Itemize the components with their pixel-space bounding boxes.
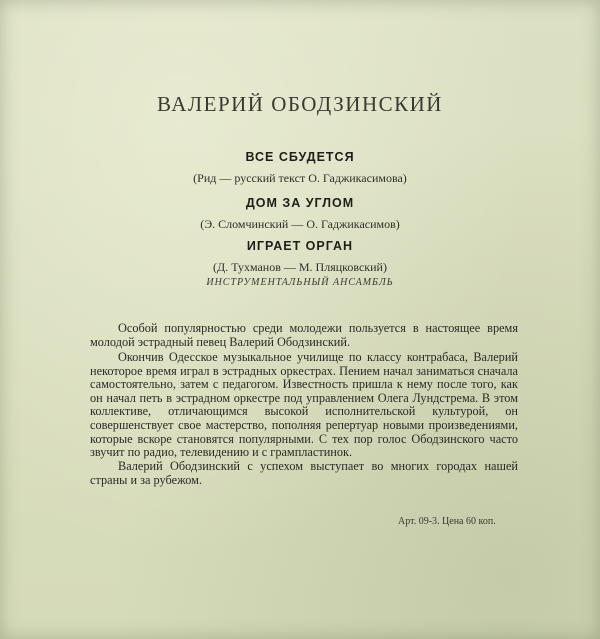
- song-credit: (Рид — русский текст О. Гаджикасимова): [193, 171, 407, 185]
- song-title: ВСЕ СБУДЕТСЯ: [245, 150, 355, 164]
- bio-paragraph-3: Валерий Ободзинский с успехом выступает во многих городах нашей страны и за рубежом.: [90, 459, 518, 487]
- song-title: ДОМ ЗА УГЛОМ: [245, 196, 355, 210]
- song-2: [0, 196, 600, 232]
- price-label: Арт. 09-3. Цена 60 коп.: [398, 516, 496, 527]
- song-1: [0, 150, 600, 186]
- song-credit: (Э. Сломчинский — О. Гаджикасимов): [200, 217, 400, 231]
- bio-paragraph-1: Особой популярностью среди молодежи пользуется в настоящее время молодой эстрадный певец Валерий Ободзинский.: [90, 321, 518, 349]
- artist-name: ВАЛЕРИЙ ОБОДЗИНСКИЙ: [157, 92, 443, 116]
- ensemble-label: ИНСТРУМЕНТАЛЬНЫЙ АНСАМБЛЬ: [206, 277, 394, 288]
- song-3: [0, 239, 600, 275]
- song-title: ИГРАЕТ ОРГАН: [246, 239, 354, 253]
- bio-paragraph-2: Окончив Одесское музыкальное училище по классу контрабаса, Валерий некоторое время играл в эстрадных оркестрах. Пением начал заниматься сначала самостоятельно, затем с педагогом. Известность пришла к нему после того, как он начал петь в эстрадном оркестре под управлением Олега Лундстрема. В этом коллективе, отличающимся высокой исполнительской культурой, он совершенствует свое мастерство, пополняя репертуар новыми произведениями, которые вскоре становятся популярными. С тех пор голос Ободзинского часто звучит по радио, телевидению и с грампластинок.: [90, 350, 518, 460]
- song-credit: (Д. Тухманов — М. Пляцковский): [213, 260, 387, 274]
